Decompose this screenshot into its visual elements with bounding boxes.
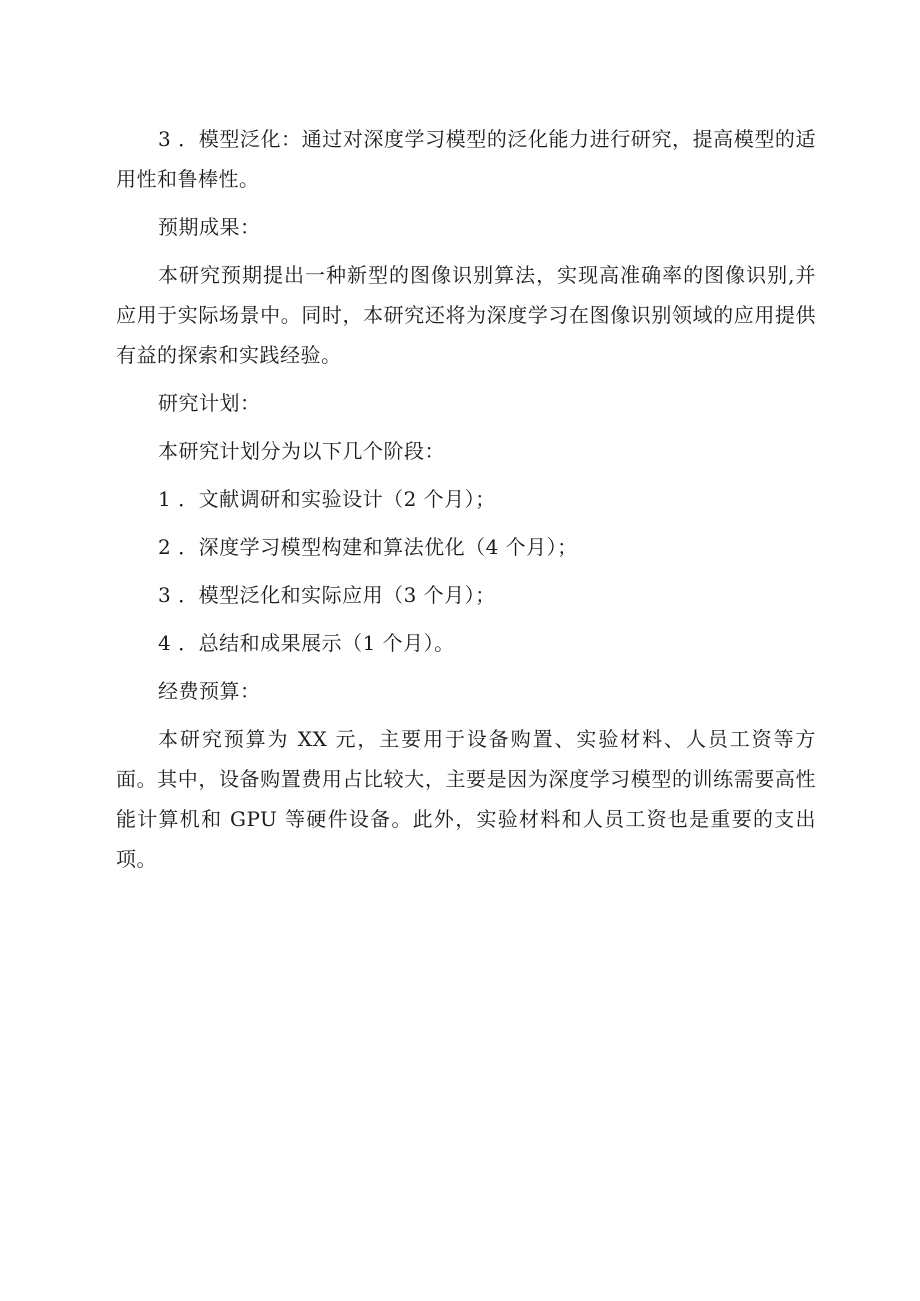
heading-expected-results: 预期成果： [158,215,261,239]
plan-step-2: 2 ．深度学习模型构建和算法优化（4 个月）； [158,535,578,559]
plan-step-3: 3 ．模型泛化和实际应用（3 个月）； [158,583,496,607]
plan-step-1: 1 ．文献调研和实验设计（2 个月）； [158,487,496,511]
heading-research-plan: 研究计划： [158,391,261,415]
paragraph-model-generalization: 3 ．模型泛化：通过对深度学习模型的泛化能力进行研究，提高模型的适用性和鲁棒性。 [116,127,816,191]
plan-step-4: 4 ．总结和成果展示（1 个月）。 [158,631,455,655]
heading-budget: 经费预算： [158,679,261,703]
paragraph-expected-results: 本研究预期提出一种新型的图像识别算法，实现高准确率的图像识别,并应用于实际场景中。同时，本研究还将为深度学习在图像识别领域的应用提供有益的探索和实践经验。 [116,263,816,367]
paragraph-budget: 本研究预算为 XX 元，主要用于设备购置、实验材料、人员工资等方面。其中，设备购置费用占比较大，主要是因为深度学习模型的训练需要高性能计算机和 GPU 等硬件设备。此外，实验材料和人员工资也是重要的支出项。 [116,727,816,871]
document-body [116,119,816,887]
paragraph-plan-intro: 本研究计划分为以下几个阶段： [158,439,445,463]
